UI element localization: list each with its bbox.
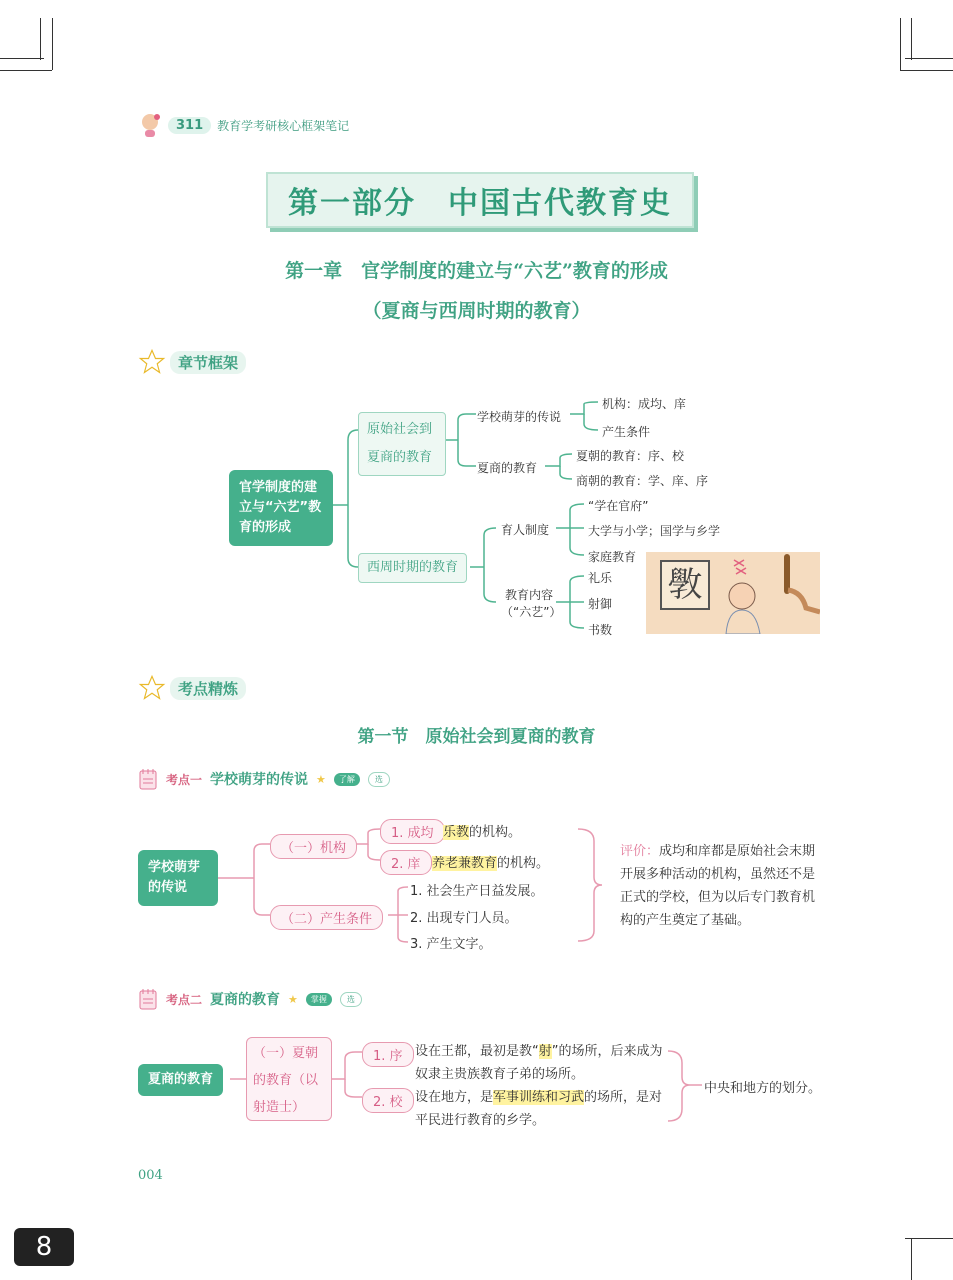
kd1-header [138,768,390,790]
mindmap-content: 教育内容（“六艺”） [501,588,562,619]
crop-mark [52,18,53,70]
mindmap-leaf: 机构：成均、庠 [602,397,687,411]
kd2-node: 夏商的教育 [138,1064,223,1096]
kd2-title: 夏商的教育 [210,992,281,1008]
crop-mark [0,70,52,71]
mindmap-leaf: 书数 [588,623,613,637]
crop-mark [911,1238,912,1280]
mindmap-nurture-system: 育人制度 [501,523,550,537]
kd1-type-tag: 选 [368,772,390,787]
kd1-item-text: 乐教的机构。 [443,825,522,840]
mindmap-leaf: 礼乐 [588,571,613,585]
kd2-label: 考点二 [166,992,203,1007]
kd1-item-number: 2. 庠 [380,850,432,875]
kd1-group-institution: （一）机构 [270,834,357,859]
girl-mascot-icon [138,112,162,138]
mindmap-school-legend: 学校萌芽的传说 [477,410,562,424]
mindmap-leaf: 产生条件 [602,425,651,439]
mindmap-leaf: 商朝的教育：学、庠、序 [576,474,709,488]
kd1-item-number: 1. 成均 [380,819,445,844]
crop-mark [900,70,953,71]
section-points-tag [138,674,246,702]
kd1-node: 学校萌芽的传说 [138,850,218,906]
mindmap-root: 官学制度的建立与“六艺”教育的形成 [229,470,333,546]
kd1-label: 考点一 [166,772,203,787]
mindmap-xiashang: 夏商的教育 [477,461,538,475]
kd2-note: 中央和地方的划分。 [704,1081,822,1096]
crop-mark [905,58,953,59]
crop-mark [905,1238,953,1239]
chapter-title: 第一章 官学制度的建立与“六艺”教育的形成 [285,260,668,282]
mindmap-leaf: “学在官府” [588,499,649,513]
kd1-condition: 3. 产生文字。 [410,937,492,952]
mindmap-branch-western-zhou: 西周时期的教育 [358,553,467,583]
crop-mark [0,58,44,59]
kd1-item-text: 养老兼教育的机构。 [432,856,550,871]
mindmap-leaf: 家庭教育 [588,550,637,564]
section-framework-tag [138,348,246,376]
notebook-icon [138,768,158,790]
viewer-page-badge[interactable]: 8 [14,1228,74,1266]
part-title: 第一部分 中国古代教育史 [266,172,694,228]
section-points-label: 考点精炼 [170,677,246,700]
page-number: 004 [138,1168,163,1183]
classroom-illustration [646,552,820,634]
mindmap-leaf: 大学与小学；国学与乡学 [588,524,721,538]
chapter-subtitle: （夏商与西周时期的教育） [362,300,591,322]
mindmap-branch-primitive: 原始社会到夏商的教育 [358,412,446,476]
kd2-type-tag: 选 [340,992,362,1007]
brand-title: 教育学考研核心框架笔记 [217,118,350,133]
student-teacher-drawing [716,552,820,634]
section1-title: 第一节 原始社会到夏商的教育 [357,727,596,747]
illustration-character: 斆 [660,560,710,610]
crop-mark [911,18,912,60]
kd2-item-number: 1. 序 [362,1042,414,1067]
mindmap-leaf: 射御 [588,597,613,611]
kd2-group-xia: （一）夏朝的教育（以射造士） [246,1037,332,1121]
star-icon [138,348,166,376]
section-framework-label: 章节框架 [170,351,246,374]
header-brand [138,112,349,138]
kd1-group-conditions: （二）产生条件 [270,905,383,930]
crop-mark [900,18,901,70]
star-small-icon: ★ [316,772,326,786]
kd1-title: 学校萌芽的传说 [210,772,309,788]
kd1-condition: 1. 社会生产日益发展。 [410,884,544,899]
kd2-item-number: 2. 校 [362,1088,414,1113]
star-small-icon: ★ [288,992,298,1006]
kd1-evaluation: 评价：成均和庠都是原始社会末期开展多种活动的机构，虽然还不是正式的学校，但为以后专门教育机构的产生奠定了基础。 [620,844,816,928]
crop-mark [40,18,41,60]
kd1-condition: 2. 出现专门人员。 [410,911,518,926]
kd2-item-text: 设在地方，是军事训练和习武的场所，是对平民进行教育的乡学。 [415,1090,663,1128]
kd2-item-text: 设在王都，最初是教“射”的场所，后来成为奴隶主贵族教育子弟的场所。 [415,1044,663,1082]
kd2-header [138,988,362,1010]
mindmap-leaf: 夏朝的教育：序、校 [576,449,685,463]
star-icon [138,674,166,702]
notebook-icon [138,988,158,1010]
kd1-level-tag: 了解 [334,773,360,786]
brand-number: 311 [168,117,211,134]
kd2-level-tag: 掌握 [306,993,332,1006]
